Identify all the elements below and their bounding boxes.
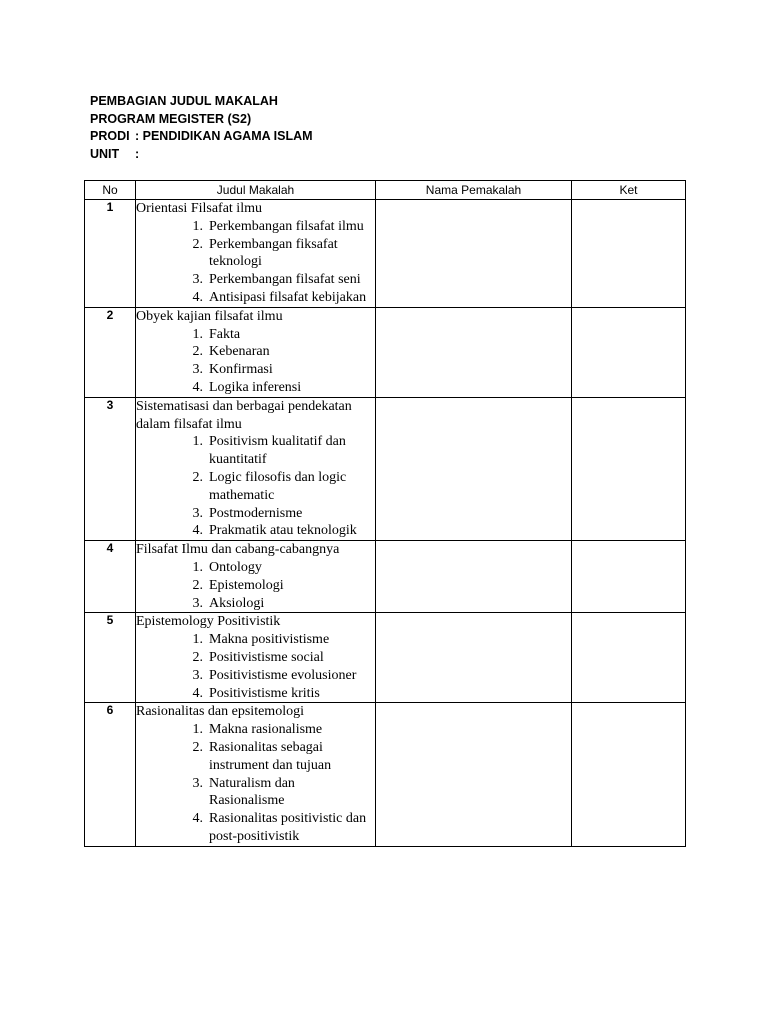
subtopic-list	[136, 631, 375, 702]
subtopic-text: Positivistisme social	[209, 649, 324, 665]
column-header-judul: Judul Makalah	[136, 181, 376, 200]
subtopic-number: 1.	[192, 559, 203, 575]
subtopic-number: 1.	[192, 722, 203, 738]
subtopic-item	[178, 343, 375, 361]
column-header-ket: Ket	[572, 181, 686, 200]
subtopic-text: Positivistisme kritis	[209, 685, 320, 701]
header-unit-label: UNIT	[90, 146, 120, 161]
subtopic-text: Positivism kualitatif dan kuantitatif	[209, 434, 346, 468]
subtopic-number: 2.	[192, 469, 203, 485]
subtopic-item	[178, 775, 375, 811]
subtopic-text: Perkembangan filsafat seni	[209, 272, 361, 288]
table-header-row	[85, 181, 686, 200]
table-row	[85, 397, 686, 540]
table-row	[85, 703, 686, 846]
subtopic-number: 2.	[192, 236, 203, 252]
judul-cell	[136, 613, 376, 703]
header-line	[90, 128, 313, 146]
topic-title: Obyek kajian filsafat ilmu	[136, 308, 283, 324]
table-row	[85, 200, 686, 308]
header-line	[90, 146, 313, 164]
subtopic-list	[136, 721, 375, 846]
subtopic-text: Fakta	[209, 326, 241, 342]
header-unit-value: :	[135, 146, 140, 161]
subtopic-item	[178, 739, 375, 775]
judul-cell	[136, 541, 376, 613]
table-row	[85, 613, 686, 703]
subtopic-number: 4.	[192, 289, 203, 305]
subtopic-item	[178, 631, 375, 649]
subtopic-item	[178, 559, 375, 577]
subtopic-number: 3.	[192, 272, 203, 288]
nama-pemakalah-cell[interactable]	[376, 200, 572, 308]
subtopic-number: 4.	[192, 523, 203, 539]
column-header-nama: Nama Pemakalah	[376, 181, 572, 200]
subtopic-number: 1.	[192, 434, 203, 450]
row-number: 1	[85, 200, 136, 308]
subtopic-item	[178, 505, 375, 523]
subtopic-number: 2.	[192, 649, 203, 665]
subtopic-text: Logika inferensi	[209, 379, 302, 395]
ket-cell[interactable]	[572, 307, 686, 397]
judul-cell	[136, 307, 376, 397]
subtopic-number: 2.	[192, 577, 203, 593]
subtopic-item	[178, 522, 375, 540]
subtopic-item	[178, 810, 375, 846]
subtopic-item	[178, 326, 375, 344]
header-program-line: PROGRAM MEGISTER (S2)	[90, 111, 252, 126]
subtopic-number: 3.	[192, 775, 203, 791]
subtopic-list	[136, 433, 375, 540]
row-number: 6	[85, 703, 136, 846]
subtopic-text: Makna positivistisme	[209, 632, 330, 648]
subtopic-text: Rasionalitas sebagai instrument dan tujuan	[209, 739, 332, 773]
subtopic-text: Ontology	[209, 559, 262, 575]
topic-title: Epistemology Positivistik	[136, 614, 281, 630]
subtopic-item	[178, 649, 375, 667]
judul-cell	[136, 703, 376, 846]
subtopic-number: 1.	[192, 326, 203, 342]
subtopic-number: 4.	[192, 685, 203, 701]
header-line	[90, 111, 313, 129]
nama-pemakalah-cell[interactable]	[376, 397, 572, 540]
column-header-no: No	[85, 181, 136, 200]
judul-cell	[136, 200, 376, 308]
header-prodi-label: PRODI	[90, 129, 130, 143]
subtopic-text: Aksiologi	[209, 595, 265, 611]
header-line	[90, 93, 313, 111]
subtopic-number: 3.	[192, 595, 203, 611]
nama-pemakalah-cell[interactable]	[376, 541, 572, 613]
subtopic-number: 2.	[192, 739, 203, 755]
subtopic-number: 3.	[192, 667, 203, 683]
nama-pemakalah-cell[interactable]	[376, 307, 572, 397]
subtopic-number: 4.	[192, 379, 203, 395]
subtopic-item	[178, 577, 375, 595]
subtopic-number: 3.	[192, 505, 203, 521]
ket-cell[interactable]	[572, 541, 686, 613]
subtopic-text: Postmodernisme	[209, 505, 303, 521]
judul-cell	[136, 397, 376, 540]
table-row	[85, 307, 686, 397]
table-body	[85, 200, 686, 847]
header-prodi-value: : PENDIDIKAN AGAMA ISLAM	[135, 129, 313, 143]
subtopic-list	[136, 326, 375, 397]
subtopic-item	[178, 379, 375, 397]
ket-cell[interactable]	[572, 703, 686, 846]
subtopic-number: 1.	[192, 632, 203, 648]
subtopic-item	[178, 721, 375, 739]
subtopic-item	[178, 433, 375, 469]
subtopic-item	[178, 685, 375, 703]
topic-title: Rasionalitas dan epsitemologi	[136, 704, 304, 720]
row-number: 5	[85, 613, 136, 703]
row-number: 4	[85, 541, 136, 613]
subtopic-number: 3.	[192, 362, 203, 378]
document-header	[90, 93, 313, 163]
subtopic-list	[136, 559, 375, 612]
subtopic-number: 1.	[192, 218, 203, 234]
subtopic-text: Naturalism dan Rasionalisme	[209, 775, 295, 809]
ket-cell[interactable]	[572, 397, 686, 540]
subtopic-item	[178, 218, 375, 236]
topic-title: Orientasi Filsafat ilmu	[136, 201, 262, 216]
subtopic-item	[178, 595, 375, 613]
row-number: 3	[85, 397, 136, 540]
topic-title: Sistematisasi dan berbagai pendekatan dalam filsafat ilmu	[136, 398, 352, 432]
row-number: 2	[85, 307, 136, 397]
subtopic-text: Logic filosofis dan logic mathematic	[209, 469, 347, 503]
subtopic-text: Perkembangan filsafat ilmu	[209, 218, 364, 234]
subtopic-number: 4.	[192, 811, 203, 827]
nama-pemakalah-cell[interactable]	[376, 613, 572, 703]
subtopic-item	[178, 236, 375, 272]
subtopic-item	[178, 667, 375, 685]
subtopic-text: Makna rasionalisme	[209, 722, 323, 738]
header-title-line: PEMBAGIAN JUDUL MAKALAH	[90, 94, 278, 108]
assignment-table	[84, 180, 686, 847]
subtopic-text: Epistemologi	[209, 577, 284, 593]
subtopic-number: 2.	[192, 344, 203, 360]
nama-pemakalah-cell[interactable]	[376, 703, 572, 846]
subtopic-text: Perkembangan fiksafat teknologi	[209, 236, 338, 270]
subtopic-item	[178, 289, 375, 307]
subtopic-item	[178, 469, 375, 505]
topic-title: Filsafat Ilmu dan cabang-cabangnya	[136, 542, 340, 558]
subtopic-text: Kebenaran	[209, 344, 270, 360]
subtopic-item	[178, 361, 375, 379]
subtopic-text: Konfirmasi	[209, 362, 273, 378]
table-row	[85, 541, 686, 613]
subtopic-text: Rasionalitas positivistic dan post-positivistik	[209, 811, 367, 844]
ket-cell[interactable]	[572, 200, 686, 308]
subtopic-list	[136, 218, 375, 307]
ket-cell[interactable]	[572, 613, 686, 703]
subtopic-text: Antisipasi filsafat kebijakan	[209, 289, 367, 305]
subtopic-item	[178, 271, 375, 289]
subtopic-text: Prakmatik atau teknologik	[209, 523, 357, 539]
subtopic-text: Positivistisme evolusioner	[209, 667, 357, 683]
